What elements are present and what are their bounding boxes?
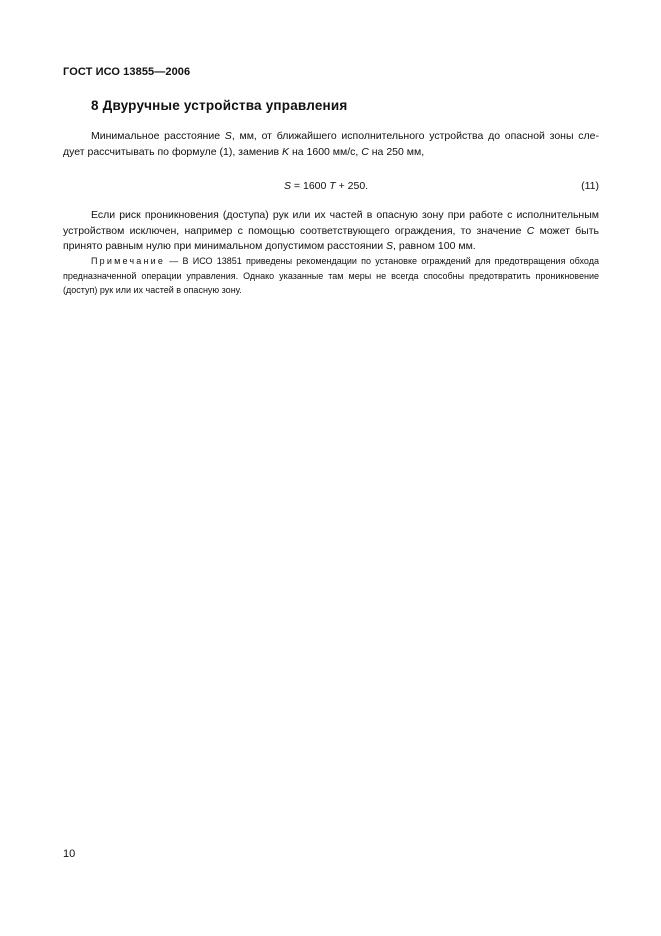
paragraph-text: , мм, от ближайшего исполнительного устройства до опасной зоны сле-дует рассчитывать по формуле (1), заменив <box>63 130 599 158</box>
paragraph-text: Если риск проникновения (доступа) рук или их частей в опасную зону при работе с исполнительным устройством исключен, например с помощью соответствующего ограждения, то значение <box>63 209 599 237</box>
paragraph-text: Минимальное расстояние <box>91 130 225 142</box>
paragraph-text: на 1600 мм/с, <box>289 145 362 158</box>
note <box>63 254 599 298</box>
note-text: — В ИСО 13851 приведены рекомендации по установке ограждений для предотвращения обхода предназначенной операции управления. Однако указанные там меры не всегда способны предотвратить проникновение (доступ) рук или их частей в опасную зону. <box>63 256 599 295</box>
variable-k: K <box>282 145 290 158</box>
document-header: ГОСТ ИСО 13855—2006 <box>63 66 191 78</box>
paragraph-text: на 250 мм, <box>368 145 425 158</box>
variable-s: S <box>224 130 232 142</box>
formula-text: = 1600 <box>291 180 330 192</box>
variable-c: C <box>361 145 369 158</box>
formula <box>284 180 368 192</box>
paragraph-min-distance <box>63 129 599 160</box>
paragraph-text: может быть принято равным нулю при минимальном допустимом расстоянии <box>63 224 599 252</box>
formula-text: + 250. <box>335 180 369 192</box>
variable-t: T <box>329 180 336 192</box>
note-label: Примечание <box>91 256 166 266</box>
page-number: 10 <box>63 848 76 860</box>
paragraph-zero-distance <box>63 208 599 255</box>
formula-row <box>63 180 599 196</box>
variable-s: S <box>386 240 394 252</box>
equation-number: (11) <box>581 180 599 192</box>
variable-s: S <box>284 180 292 192</box>
variable-c: C <box>526 224 535 237</box>
paragraph-text: , равном 100 мм. <box>393 240 476 252</box>
section-title: 8 Двуручные устройства управления <box>91 98 348 113</box>
